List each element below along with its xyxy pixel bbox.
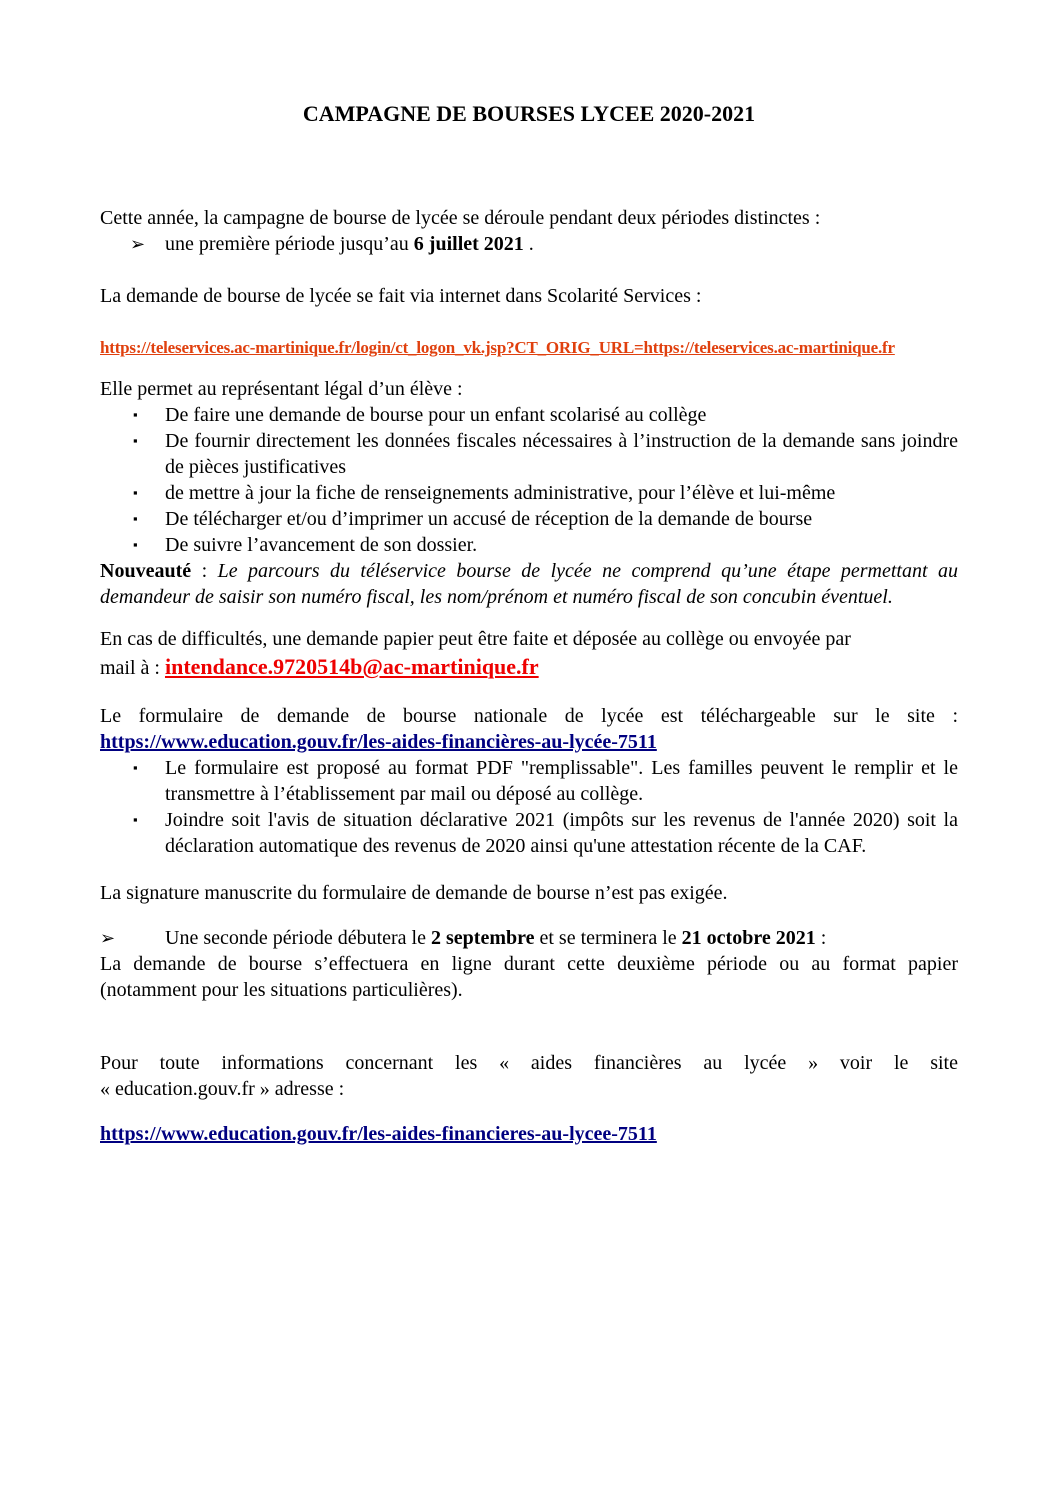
square-bullet-icon: ▪ (133, 433, 138, 448)
list-item-text: De faire une demande de bourse pour un enfant scolarisé au collège (165, 404, 707, 426)
list-item (100, 480, 958, 506)
intro-paragraph: Cette année, la campagne de bourse de lycée se déroule pendant deux périodes distinctes : (100, 207, 821, 229)
scolarite-paragraph: La demande de bourse de lycée se fait via internet dans Scolarité Services : (100, 285, 702, 307)
period2-text (165, 927, 826, 949)
teleservices-link[interactable]: https://teleservices.ac-martinique.fr/login/ct_logon_vk.jsp?CT_ORIG_URL=https://teleservices.ac-martinique.fr (100, 338, 895, 357)
square-bullet-icon: ▪ (133, 760, 138, 775)
square-bullet-icon: ▪ (133, 812, 138, 827)
period1-suffix: . (523, 233, 534, 255)
nouveaute-label: Nouveauté (100, 560, 192, 582)
education-gouv-link[interactable]: https://www.education.gouv.fr/les-aides-financières-au-lycée-7511 (100, 731, 657, 753)
formulaire-list (100, 755, 958, 859)
list-item-text: Joindre soit l'avis de situation déclarative 2021 (impôts sur les revenus de l'année 2020) soit la déclaration automatique des revenus de 2020 ainsi qu'une attestation récente de la CAF. (165, 809, 958, 857)
nouveaute-separator: : (191, 560, 218, 582)
period2-suffix: : (815, 927, 827, 949)
info-link-line (100, 1121, 958, 1147)
period1-date: 6 juillet 2021 (413, 233, 524, 255)
signature-paragraph: La signature manuscrite du formulaire de demande de bourse n’est pas exigée. (100, 882, 728, 904)
teleservices-link-line (100, 334, 958, 360)
period2-prefix: Une seconde période débutera le (165, 927, 431, 949)
square-bullet-icon: ▪ (133, 407, 138, 422)
list-item-text: de mettre à jour la fiche de renseignements administrative, pour l’élève et lui-même (165, 482, 836, 504)
permet-paragraph: Elle permet au représentant légal d’un élève : (100, 378, 463, 400)
arrow-bullet-icon: ➢ (130, 234, 146, 254)
list-item (100, 402, 958, 428)
period2-date-end: 21 octobre 2021 (681, 927, 816, 949)
aides-financieres-link[interactable]: https://www.education.gouv.fr/les-aides-financieres-au-lycee-7511 (100, 1123, 657, 1145)
nouveaute-paragraph (100, 558, 958, 610)
list-item-text: De suivre l’avancement de son dossier. (165, 534, 478, 556)
period1-text (165, 233, 534, 255)
square-bullet-icon: ▪ (133, 511, 138, 526)
period2-body-line1: La demande de bourse s’effectuera en ligne durant cette deuxième période ou au format papier (100, 953, 958, 975)
square-bullet-icon: ▪ (133, 537, 138, 552)
arrow-bullet-icon: ➢ (100, 928, 116, 948)
list-item (100, 428, 958, 480)
difficultes-paragraph: En cas de difficultés, une demande papier peut être faite et déposée au collège ou envoyée par (100, 628, 851, 650)
mail-line (100, 652, 958, 683)
info-paragraph-line1: Pour toute informations concernant les « aides financières au lycée » voir le site (100, 1052, 958, 1074)
mail-prefix: mail à : (100, 657, 165, 679)
period1-item (100, 231, 958, 257)
period1-prefix: une première période jusqu’au (165, 233, 414, 255)
square-bullet-icon: ▪ (133, 485, 138, 500)
list-item (100, 807, 958, 859)
period2-date-start: 2 septembre (431, 927, 535, 949)
formulaire-paragraph: Le formulaire de demande de bourse nationale de lycée est téléchargeable sur le site : (100, 705, 958, 727)
period2-item (100, 925, 958, 951)
page-title: CAMPAGNE DE BOURSES LYCEE 2020-2021 (302, 101, 756, 126)
list-item (100, 506, 958, 532)
list-item-text: Le formulaire est proposé au format PDF "remplissable". Les familles peuvent le remplir et le transmettre à l’établissement par mail ou déposé au collège. (165, 757, 958, 805)
nouveaute-text: Le parcours du téléservice bourse de lycée ne comprend qu’une étape permettant au demandeur de saisir son numéro fiscal, les nom/prénom et numéro fiscal de son concubin éventuel. (100, 560, 958, 608)
capabilities-list (100, 402, 958, 558)
intendance-mail-link[interactable]: intendance.9720514b@ac-martinique.fr (164, 654, 539, 679)
period2-middle: et se terminera le (534, 927, 682, 949)
list-item-text: De fournir directement les données fiscales nécessaires à l’instruction de la demande sans joindre de pièces justificatives (165, 430, 958, 478)
info-paragraph-line2: « education.gouv.fr » adresse : (100, 1078, 345, 1100)
list-item (100, 532, 958, 558)
period2-body-line2: (notamment pour les situations particulières). (100, 979, 463, 1001)
list-item-text: De télécharger et/ou d’imprimer un accusé de réception de la demande de bourse (165, 508, 813, 530)
formulaire-link-line (100, 729, 958, 755)
list-item (100, 755, 958, 807)
